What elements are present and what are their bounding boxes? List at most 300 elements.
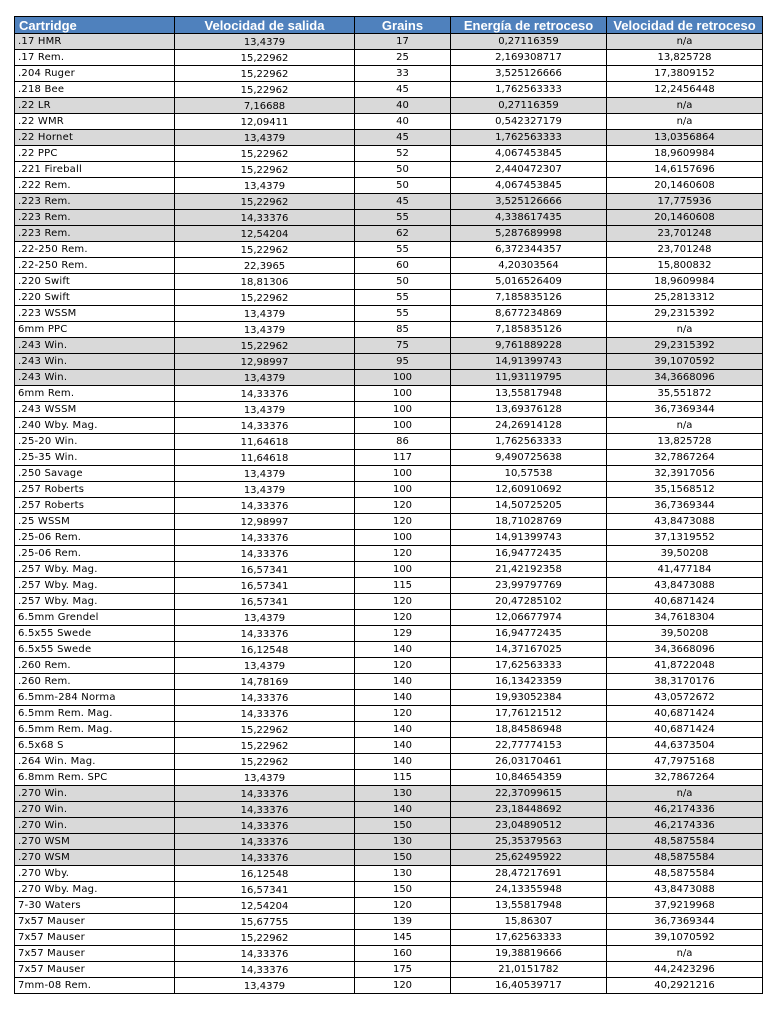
cell-velocidad-retroceso[interactable]: 39,50208 [607, 546, 763, 562]
cell-velocidad-retroceso[interactable]: 38,3170176 [607, 674, 763, 690]
cell-grains[interactable]: 95 [355, 354, 451, 370]
cell-velocidad-salida[interactable]: 15,22962 [175, 754, 355, 770]
cell-velocidad-salida[interactable]: 14,33376 [175, 786, 355, 802]
cell-grains[interactable]: 140 [355, 722, 451, 738]
cell-energia-retroceso[interactable]: 3,525126666 [451, 194, 607, 210]
cell-cartridge[interactable]: .260 Rem. [15, 674, 175, 690]
cell-grains[interactable]: 55 [355, 306, 451, 322]
cell-cartridge[interactable]: .270 Wby. Mag. [15, 882, 175, 898]
cell-velocidad-retroceso[interactable]: 46,2174336 [607, 802, 763, 818]
cell-velocidad-retroceso[interactable]: n/a [607, 322, 763, 338]
cell-velocidad-salida[interactable]: 14,33376 [175, 498, 355, 514]
cell-energia-retroceso[interactable]: 3,525126666 [451, 66, 607, 82]
table-row[interactable] [15, 834, 763, 850]
cell-velocidad-salida[interactable]: 16,57341 [175, 578, 355, 594]
cell-velocidad-salida[interactable]: 14,33376 [175, 626, 355, 642]
table-row[interactable] [15, 290, 763, 306]
cell-energia-retroceso[interactable]: 12,60910692 [451, 482, 607, 498]
table-row[interactable] [15, 386, 763, 402]
cell-velocidad-salida[interactable]: 16,57341 [175, 562, 355, 578]
cell-cartridge[interactable]: 7mm-08 Rem. [15, 978, 175, 994]
cell-cartridge[interactable]: .257 Roberts [15, 498, 175, 514]
cell-energia-retroceso[interactable]: 0,542327179 [451, 114, 607, 130]
table-row[interactable] [15, 914, 763, 930]
table-row[interactable] [15, 898, 763, 914]
table-row[interactable] [15, 626, 763, 642]
cell-velocidad-salida[interactable]: 12,54204 [175, 226, 355, 242]
cell-energia-retroceso[interactable]: 7,185835126 [451, 290, 607, 306]
cell-energia-retroceso[interactable]: 2,169308717 [451, 50, 607, 66]
cell-energia-retroceso[interactable]: 22,77774153 [451, 738, 607, 754]
cell-velocidad-retroceso[interactable]: 37,9219968 [607, 898, 763, 914]
table-row[interactable] [15, 610, 763, 626]
cell-velocidad-salida[interactable]: 13,4379 [175, 306, 355, 322]
table-row[interactable] [15, 34, 763, 50]
cell-energia-retroceso[interactable]: 5,016526409 [451, 274, 607, 290]
table-row[interactable] [15, 370, 763, 386]
cell-energia-retroceso[interactable]: 18,71028769 [451, 514, 607, 530]
cell-grains[interactable]: 25 [355, 50, 451, 66]
cell-velocidad-salida[interactable]: 14,33376 [175, 690, 355, 706]
table-row[interactable] [15, 114, 763, 130]
cell-cartridge[interactable]: .223 Rem. [15, 194, 175, 210]
cell-cartridge[interactable]: 6.8mm Rem. SPC [15, 770, 175, 786]
cell-grains[interactable]: 120 [355, 546, 451, 562]
cell-velocidad-salida[interactable]: 14,33376 [175, 850, 355, 866]
cell-grains[interactable]: 55 [355, 290, 451, 306]
cell-velocidad-salida[interactable]: 15,22962 [175, 146, 355, 162]
cell-cartridge[interactable]: 7x57 Mauser [15, 962, 175, 978]
cell-velocidad-retroceso[interactable]: 34,3668096 [607, 642, 763, 658]
table-row[interactable] [15, 306, 763, 322]
table-row[interactable] [15, 546, 763, 562]
cell-velocidad-retroceso[interactable]: 48,5875584 [607, 866, 763, 882]
cell-velocidad-salida[interactable]: 13,4379 [175, 178, 355, 194]
cell-cartridge[interactable]: .260 Rem. [15, 658, 175, 674]
cell-energia-retroceso[interactable]: 4,338617435 [451, 210, 607, 226]
cell-energia-retroceso[interactable]: 25,62495922 [451, 850, 607, 866]
cell-grains[interactable]: 120 [355, 610, 451, 626]
cell-velocidad-retroceso[interactable]: 29,2315392 [607, 338, 763, 354]
cell-grains[interactable]: 160 [355, 946, 451, 962]
cell-energia-retroceso[interactable]: 1,762563333 [451, 82, 607, 98]
cell-grains[interactable]: 140 [355, 802, 451, 818]
cell-energia-retroceso[interactable]: 12,06677974 [451, 610, 607, 626]
table-row[interactable] [15, 242, 763, 258]
cell-energia-retroceso[interactable]: 7,185835126 [451, 322, 607, 338]
cell-velocidad-retroceso[interactable]: 48,5875584 [607, 834, 763, 850]
cell-energia-retroceso[interactable]: 28,47217691 [451, 866, 607, 882]
cell-cartridge[interactable]: .25-35 Win. [15, 450, 175, 466]
cell-velocidad-retroceso[interactable]: 41,477184 [607, 562, 763, 578]
cell-grains[interactable]: 150 [355, 882, 451, 898]
cell-velocidad-salida[interactable]: 14,33376 [175, 418, 355, 434]
cell-grains[interactable]: 115 [355, 770, 451, 786]
cell-velocidad-retroceso[interactable]: 39,1070592 [607, 354, 763, 370]
column-header-velocidad-retroceso[interactable]: Velocidad de retroceso [607, 17, 763, 34]
cell-velocidad-retroceso[interactable]: n/a [607, 786, 763, 802]
cell-velocidad-retroceso[interactable]: 37,1319552 [607, 530, 763, 546]
cell-grains[interactable]: 100 [355, 386, 451, 402]
cell-cartridge[interactable]: .243 WSSM [15, 402, 175, 418]
cell-grains[interactable]: 100 [355, 370, 451, 386]
cell-energia-retroceso[interactable]: 13,69376128 [451, 402, 607, 418]
cell-energia-retroceso[interactable]: 4,20303564 [451, 258, 607, 274]
cell-velocidad-salida[interactable]: 18,81306 [175, 274, 355, 290]
cell-grains[interactable]: 62 [355, 226, 451, 242]
table-row[interactable] [15, 498, 763, 514]
cell-cartridge[interactable]: .221 Fireball [15, 162, 175, 178]
table-row[interactable] [15, 866, 763, 882]
cell-velocidad-retroceso[interactable]: 43,8473088 [607, 882, 763, 898]
table-row[interactable] [15, 930, 763, 946]
table-row[interactable] [15, 258, 763, 274]
cell-velocidad-retroceso[interactable]: 23,701248 [607, 226, 763, 242]
cell-cartridge[interactable]: 6mm Rem. [15, 386, 175, 402]
cell-velocidad-salida[interactable]: 11,64618 [175, 450, 355, 466]
cell-energia-retroceso[interactable]: 5,287689998 [451, 226, 607, 242]
cell-grains[interactable]: 120 [355, 514, 451, 530]
cell-cartridge[interactable]: .270 Wby. [15, 866, 175, 882]
cell-velocidad-retroceso[interactable]: 15,800832 [607, 258, 763, 274]
table-row[interactable] [15, 466, 763, 482]
cell-energia-retroceso[interactable]: 22,37099615 [451, 786, 607, 802]
cell-velocidad-salida[interactable]: 16,57341 [175, 594, 355, 610]
cell-velocidad-salida[interactable]: 15,22962 [175, 194, 355, 210]
cell-grains[interactable]: 100 [355, 530, 451, 546]
cell-velocidad-retroceso[interactable]: 47,7975168 [607, 754, 763, 770]
table-row[interactable] [15, 402, 763, 418]
cell-grains[interactable]: 52 [355, 146, 451, 162]
cell-energia-retroceso[interactable]: 14,91399743 [451, 354, 607, 370]
cell-energia-retroceso[interactable]: 17,62563333 [451, 658, 607, 674]
cell-energia-retroceso[interactable]: 13,55817948 [451, 386, 607, 402]
cell-grains[interactable]: 117 [355, 450, 451, 466]
table-row[interactable] [15, 82, 763, 98]
cell-velocidad-salida[interactable]: 13,4379 [175, 322, 355, 338]
cell-velocidad-salida[interactable]: 12,98997 [175, 514, 355, 530]
cell-cartridge[interactable]: .240 Wby. Mag. [15, 418, 175, 434]
cell-energia-retroceso[interactable]: 25,35379563 [451, 834, 607, 850]
cell-cartridge[interactable]: 6mm PPC [15, 322, 175, 338]
cell-cartridge[interactable]: .270 Win. [15, 818, 175, 834]
cell-cartridge[interactable]: .22 LR [15, 98, 175, 114]
cell-cartridge[interactable]: .25 WSSM [15, 514, 175, 530]
cell-energia-retroceso[interactable]: 14,50725205 [451, 498, 607, 514]
cell-velocidad-retroceso[interactable]: 32,3917056 [607, 466, 763, 482]
cell-velocidad-salida[interactable]: 13,4379 [175, 130, 355, 146]
cell-velocidad-salida[interactable]: 12,98997 [175, 354, 355, 370]
cell-grains[interactable]: 120 [355, 706, 451, 722]
cell-velocidad-retroceso[interactable]: 20,1460608 [607, 178, 763, 194]
cell-grains[interactable]: 140 [355, 642, 451, 658]
cell-cartridge[interactable]: 6.5mm-284 Norma [15, 690, 175, 706]
cell-energia-retroceso[interactable]: 15,86307 [451, 914, 607, 930]
cell-grains[interactable]: 120 [355, 498, 451, 514]
cell-cartridge[interactable]: .243 Win. [15, 354, 175, 370]
cell-cartridge[interactable]: .220 Swift [15, 290, 175, 306]
cell-velocidad-retroceso[interactable]: 46,2174336 [607, 818, 763, 834]
cell-energia-retroceso[interactable]: 1,762563333 [451, 130, 607, 146]
cell-velocidad-retroceso[interactable]: 20,1460608 [607, 210, 763, 226]
table-row[interactable] [15, 786, 763, 802]
cell-velocidad-salida[interactable]: 14,33376 [175, 386, 355, 402]
cell-velocidad-retroceso[interactable]: 23,701248 [607, 242, 763, 258]
cell-energia-retroceso[interactable]: 9,490725638 [451, 450, 607, 466]
table-row[interactable] [15, 98, 763, 114]
table-row[interactable] [15, 50, 763, 66]
cell-velocidad-salida[interactable]: 13,4379 [175, 482, 355, 498]
cell-velocidad-retroceso[interactable]: 44,2423296 [607, 962, 763, 978]
cell-energia-retroceso[interactable]: 21,0151782 [451, 962, 607, 978]
cell-velocidad-salida[interactable]: 16,12548 [175, 642, 355, 658]
cell-velocidad-retroceso[interactable]: 44,6373504 [607, 738, 763, 754]
cell-velocidad-salida[interactable]: 15,22962 [175, 50, 355, 66]
cell-velocidad-salida[interactable]: 13,4379 [175, 370, 355, 386]
cell-grains[interactable]: 33 [355, 66, 451, 82]
cell-velocidad-salida[interactable]: 14,33376 [175, 946, 355, 962]
table-row[interactable] [15, 562, 763, 578]
cell-grains[interactable]: 120 [355, 658, 451, 674]
cell-grains[interactable]: 60 [355, 258, 451, 274]
cell-velocidad-retroceso[interactable]: 29,2315392 [607, 306, 763, 322]
cell-grains[interactable]: 130 [355, 786, 451, 802]
table-row[interactable] [15, 130, 763, 146]
cell-energia-retroceso[interactable]: 17,76121512 [451, 706, 607, 722]
cell-cartridge[interactable]: .220 Swift [15, 274, 175, 290]
cell-velocidad-retroceso[interactable]: 43,8473088 [607, 578, 763, 594]
cell-cartridge[interactable]: 6.5x55 Swede [15, 626, 175, 642]
cell-energia-retroceso[interactable]: 0,27116359 [451, 34, 607, 50]
cell-velocidad-retroceso[interactable]: 39,50208 [607, 626, 763, 642]
cell-energia-retroceso[interactable]: 14,37167025 [451, 642, 607, 658]
cell-velocidad-salida[interactable]: 15,22962 [175, 162, 355, 178]
cell-velocidad-salida[interactable]: 14,33376 [175, 962, 355, 978]
table-row[interactable] [15, 450, 763, 466]
cell-energia-retroceso[interactable]: 18,84586948 [451, 722, 607, 738]
cell-velocidad-retroceso[interactable]: 40,6871424 [607, 706, 763, 722]
cell-cartridge[interactable]: .264 Win. Mag. [15, 754, 175, 770]
cell-energia-retroceso[interactable]: 4,067453845 [451, 146, 607, 162]
cell-energia-retroceso[interactable]: 14,91399743 [451, 530, 607, 546]
cell-energia-retroceso[interactable]: 0,27116359 [451, 98, 607, 114]
cell-cartridge[interactable]: .270 WSM [15, 850, 175, 866]
table-row[interactable] [15, 594, 763, 610]
cell-cartridge[interactable]: 6.5x68 S [15, 738, 175, 754]
cell-velocidad-salida[interactable]: 14,33376 [175, 706, 355, 722]
cell-velocidad-retroceso[interactable]: n/a [607, 946, 763, 962]
table-row[interactable] [15, 146, 763, 162]
cell-velocidad-retroceso[interactable]: 13,0356864 [607, 130, 763, 146]
cell-velocidad-retroceso[interactable]: 43,0572672 [607, 690, 763, 706]
table-row[interactable] [15, 530, 763, 546]
table-row[interactable] [15, 354, 763, 370]
cell-cartridge[interactable]: 7-30 Waters [15, 898, 175, 914]
cell-velocidad-retroceso[interactable]: n/a [607, 114, 763, 130]
cell-velocidad-retroceso[interactable]: 25,2813312 [607, 290, 763, 306]
cell-velocidad-salida[interactable]: 7,16688 [175, 98, 355, 114]
cell-velocidad-salida[interactable]: 12,54204 [175, 898, 355, 914]
cell-grains[interactable]: 45 [355, 130, 451, 146]
cell-cartridge[interactable]: .223 WSSM [15, 306, 175, 322]
cell-cartridge[interactable]: 7x57 Mauser [15, 946, 175, 962]
table-row[interactable] [15, 322, 763, 338]
cell-velocidad-salida[interactable]: 14,33376 [175, 818, 355, 834]
cell-cartridge[interactable]: .22-250 Rem. [15, 242, 175, 258]
table-row[interactable] [15, 658, 763, 674]
cell-cartridge[interactable]: .257 Roberts [15, 482, 175, 498]
cell-velocidad-retroceso[interactable]: 36,7369344 [607, 402, 763, 418]
cell-cartridge[interactable]: .270 Win. [15, 802, 175, 818]
cell-energia-retroceso[interactable]: 2,440472307 [451, 162, 607, 178]
cell-velocidad-retroceso[interactable]: 12,2456448 [607, 82, 763, 98]
cell-velocidad-salida[interactable]: 14,33376 [175, 546, 355, 562]
table-row[interactable] [15, 338, 763, 354]
table-row[interactable] [15, 210, 763, 226]
cell-velocidad-retroceso[interactable]: 14,6157696 [607, 162, 763, 178]
cell-velocidad-retroceso[interactable]: 35,1568512 [607, 482, 763, 498]
cell-grains[interactable]: 175 [355, 962, 451, 978]
cell-grains[interactable]: 120 [355, 898, 451, 914]
cell-grains[interactable]: 55 [355, 242, 451, 258]
cell-cartridge[interactable]: .22 WMR [15, 114, 175, 130]
cell-grains[interactable]: 55 [355, 210, 451, 226]
table-row[interactable] [15, 882, 763, 898]
cell-energia-retroceso[interactable]: 21,42192358 [451, 562, 607, 578]
cell-velocidad-salida[interactable]: 13,4379 [175, 610, 355, 626]
cell-grains[interactable]: 100 [355, 402, 451, 418]
cell-cartridge[interactable]: 6.5mm Rem. Mag. [15, 722, 175, 738]
cell-velocidad-salida[interactable]: 15,22962 [175, 722, 355, 738]
cell-velocidad-retroceso[interactable]: 36,7369344 [607, 914, 763, 930]
cell-grains[interactable]: 100 [355, 466, 451, 482]
cell-cartridge[interactable]: .218 Bee [15, 82, 175, 98]
cell-energia-retroceso[interactable]: 16,40539717 [451, 978, 607, 994]
cell-cartridge[interactable]: .257 Wby. Mag. [15, 562, 175, 578]
cell-velocidad-salida[interactable]: 15,22962 [175, 66, 355, 82]
table-row[interactable] [15, 162, 763, 178]
cell-velocidad-retroceso[interactable]: 34,3668096 [607, 370, 763, 386]
cell-grains[interactable]: 139 [355, 914, 451, 930]
cell-cartridge[interactable]: .222 Rem. [15, 178, 175, 194]
table-row[interactable] [15, 66, 763, 82]
cell-velocidad-retroceso[interactable]: 39,1070592 [607, 930, 763, 946]
cell-velocidad-retroceso[interactable]: 40,2921216 [607, 978, 763, 994]
cell-velocidad-retroceso[interactable]: 18,9609984 [607, 146, 763, 162]
cell-velocidad-salida[interactable]: 15,22962 [175, 338, 355, 354]
cell-cartridge[interactable]: .223 Rem. [15, 226, 175, 242]
cell-grains[interactable]: 140 [355, 754, 451, 770]
cell-velocidad-salida[interactable]: 13,4379 [175, 770, 355, 786]
table-row[interactable] [15, 754, 763, 770]
table-row[interactable] [15, 850, 763, 866]
table-row[interactable] [15, 578, 763, 594]
cell-velocidad-salida[interactable]: 15,22962 [175, 82, 355, 98]
table-row[interactable] [15, 818, 763, 834]
cell-energia-retroceso[interactable]: 16,13423359 [451, 674, 607, 690]
cell-velocidad-retroceso[interactable]: 43,8473088 [607, 514, 763, 530]
cell-velocidad-salida[interactable]: 13,4379 [175, 658, 355, 674]
cell-grains[interactable]: 75 [355, 338, 451, 354]
cell-velocidad-retroceso[interactable]: 34,7618304 [607, 610, 763, 626]
cell-velocidad-retroceso[interactable]: 13,825728 [607, 50, 763, 66]
cell-velocidad-retroceso[interactable]: 36,7369344 [607, 498, 763, 514]
cell-velocidad-salida[interactable]: 16,12548 [175, 866, 355, 882]
cell-energia-retroceso[interactable]: 19,38819666 [451, 946, 607, 962]
cell-cartridge[interactable]: 6.5mm Grendel [15, 610, 175, 626]
cell-velocidad-salida[interactable]: 15,22962 [175, 290, 355, 306]
cell-velocidad-salida[interactable]: 22,3965 [175, 258, 355, 274]
cell-energia-retroceso[interactable]: 16,94772435 [451, 626, 607, 642]
cell-velocidad-retroceso[interactable]: 18,9609984 [607, 274, 763, 290]
cell-velocidad-salida[interactable]: 14,33376 [175, 834, 355, 850]
cell-grains[interactable]: 50 [355, 162, 451, 178]
cell-cartridge[interactable]: .243 Win. [15, 338, 175, 354]
cell-cartridge[interactable]: .25-06 Rem. [15, 546, 175, 562]
table-row[interactable] [15, 770, 763, 786]
cell-grains[interactable]: 140 [355, 690, 451, 706]
cell-cartridge[interactable]: .25-20 Win. [15, 434, 175, 450]
cell-grains[interactable]: 50 [355, 178, 451, 194]
cell-grains[interactable]: 145 [355, 930, 451, 946]
cell-velocidad-retroceso[interactable]: 40,6871424 [607, 594, 763, 610]
table-row[interactable] [15, 418, 763, 434]
cell-grains[interactable]: 50 [355, 274, 451, 290]
cell-grains[interactable]: 86 [355, 434, 451, 450]
cell-cartridge[interactable]: .22 PPC [15, 146, 175, 162]
cell-velocidad-retroceso[interactable]: 41,8722048 [607, 658, 763, 674]
cell-energia-retroceso[interactable]: 23,99797769 [451, 578, 607, 594]
cell-cartridge[interactable]: .257 Wby. Mag. [15, 594, 175, 610]
cell-cartridge[interactable]: .17 Rem. [15, 50, 175, 66]
cell-velocidad-salida[interactable]: 14,33376 [175, 530, 355, 546]
cell-energia-retroceso[interactable]: 16,94772435 [451, 546, 607, 562]
column-header-energia-retroceso[interactable]: Energía de retroceso [451, 17, 607, 34]
cell-cartridge[interactable]: .22 Hornet [15, 130, 175, 146]
table-row[interactable] [15, 514, 763, 530]
cell-energia-retroceso[interactable]: 23,18448692 [451, 802, 607, 818]
cell-velocidad-salida[interactable]: 14,78169 [175, 674, 355, 690]
table-row[interactable] [15, 642, 763, 658]
cell-velocidad-salida[interactable]: 15,22962 [175, 930, 355, 946]
cell-cartridge[interactable]: .17 HMR [15, 34, 175, 50]
cell-cartridge[interactable]: .257 Wby. Mag. [15, 578, 175, 594]
cell-energia-retroceso[interactable]: 1,762563333 [451, 434, 607, 450]
table-row[interactable] [15, 178, 763, 194]
cell-grains[interactable]: 85 [355, 322, 451, 338]
cell-energia-retroceso[interactable]: 13,55817948 [451, 898, 607, 914]
cell-cartridge[interactable]: 6.5x55 Swede [15, 642, 175, 658]
table-row[interactable] [15, 706, 763, 722]
cell-cartridge[interactable]: 7x57 Mauser [15, 930, 175, 946]
cell-grains[interactable]: 140 [355, 674, 451, 690]
table-row[interactable] [15, 274, 763, 290]
cell-grains[interactable]: 100 [355, 418, 451, 434]
cell-velocidad-retroceso[interactable]: n/a [607, 98, 763, 114]
column-header-grains[interactable]: Grains [355, 17, 451, 34]
table-row[interactable] [15, 946, 763, 962]
cell-velocidad-salida[interactable]: 12,09411 [175, 114, 355, 130]
cell-cartridge[interactable]: .223 Rem. [15, 210, 175, 226]
cell-velocidad-salida[interactable]: 15,67755 [175, 914, 355, 930]
cell-velocidad-retroceso[interactable]: n/a [607, 34, 763, 50]
cell-cartridge[interactable]: 6.5mm Rem. Mag. [15, 706, 175, 722]
cell-cartridge[interactable]: .243 Win. [15, 370, 175, 386]
cell-grains[interactable]: 100 [355, 562, 451, 578]
cell-grains[interactable]: 140 [355, 738, 451, 754]
cell-velocidad-retroceso[interactable]: 13,825728 [607, 434, 763, 450]
cell-grains[interactable]: 129 [355, 626, 451, 642]
